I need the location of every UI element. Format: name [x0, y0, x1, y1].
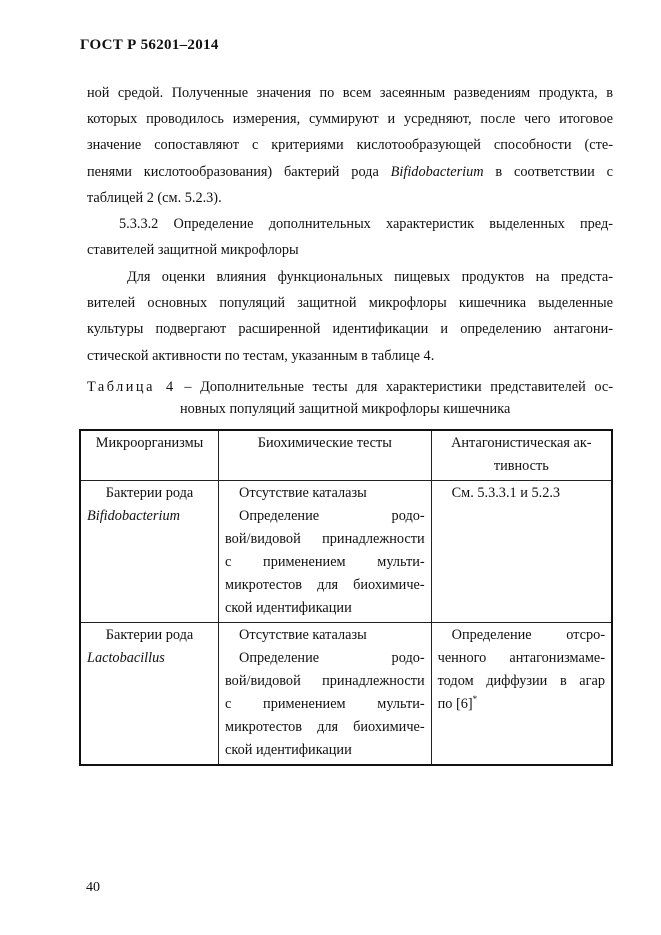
text-line: Для оценки влияния функциональных пищевых продуктов на предста-	[127, 269, 613, 285]
text-line: стической активности по тестам, указанным в таблице 4.	[87, 347, 435, 364]
header-antagonistic-activity	[431, 430, 612, 481]
text-line: культуры подвергают расширенной идентификации и определению антагони-	[87, 321, 613, 338]
test-line: ской идентификации	[225, 742, 352, 758]
organism-label: Бактерии рода	[105, 627, 194, 643]
test-line: ской идентификации	[225, 600, 352, 616]
latin-genus: Bifidobacterium	[390, 163, 484, 180]
test-line: с применением мульти-	[225, 554, 425, 570]
antagonism-line: тодом диффузии в агар	[437, 673, 605, 689]
header-microorganisms: Микроорганизмы	[80, 430, 219, 481]
antagonism-line	[438, 693, 605, 716]
test-line: Отсутствие каталазы	[239, 627, 367, 643]
test-line: микротестов для биохимиче-	[225, 719, 425, 735]
text-line: 5.3.3.2 Определение дополнительных характеристик выделенных пред-	[119, 216, 613, 232]
table-4	[79, 429, 613, 766]
test-line: микротестов для биохимиче-	[225, 577, 425, 593]
text-line: вителей основных популяций защитной микрофлоры кишечника выделенные	[87, 295, 613, 312]
test-line: вой/видовой принадлежности	[225, 673, 425, 689]
test-line: Отсутствие каталазы	[239, 485, 367, 501]
text-span: в соответствии с	[483, 163, 613, 180]
header-biochemical-tests: Биохимические тесты	[219, 430, 432, 481]
cell-tests	[219, 623, 432, 766]
cell-organism	[80, 481, 219, 623]
cell-antagonism	[431, 623, 612, 766]
test-line: Определение родо-	[239, 650, 425, 666]
table-caption	[87, 376, 613, 398]
table-header-row	[80, 430, 612, 481]
table-row	[80, 623, 612, 766]
antagonism-line: Определение отсро-	[451, 627, 605, 643]
cell-tests	[219, 481, 432, 623]
cell-antagonism	[431, 481, 612, 623]
text-line: которых проводилось измерения, суммируют и усредняют, после чего итоговое	[87, 111, 613, 128]
organism-label: Бактерии рода	[105, 485, 194, 501]
text-line: ставителей защитной микрофлоры	[87, 242, 299, 259]
text-line	[87, 159, 613, 185]
table-caption-line2: новных популяций защитной микрофлоры кишечника	[180, 401, 511, 417]
header-line: Антагонистическая ак-	[451, 435, 592, 451]
text-span: пенями кислотообразования) бактерий рода	[87, 163, 391, 180]
organism-genus: Lactobacillus	[87, 650, 165, 666]
organism-genus: Bifidobacterium	[87, 508, 180, 524]
test-line: Определение родо-	[239, 508, 425, 524]
table-caption-text: – Дополнительные тесты для характеристики представителей ос-	[184, 379, 613, 395]
reference-text: по [6]	[437, 696, 473, 712]
header-line: тивность	[493, 458, 549, 474]
document-header: ГОСТ Р 56201–2014	[80, 37, 219, 53]
text-line: ной средой. Полученные значения по всем засеянным разведениям продукта, в	[87, 85, 613, 101]
cell-organism	[80, 623, 219, 766]
text-line: значение сопоставляют с критериями кислотообразующей способности (сте-	[87, 137, 613, 154]
page-number: 40	[86, 880, 100, 895]
paragraph-assessment	[87, 264, 613, 369]
antagonism-line: См. 5.3.3.1 и 5.2.3	[451, 485, 561, 501]
table-row	[80, 481, 612, 623]
paragraph-continuation	[87, 80, 613, 211]
antagonism-line: ченного антагонизмаме-	[437, 650, 605, 666]
text-line: таблицей 2 (см. 5.2.3).	[87, 189, 222, 206]
test-line: вой/видовой принадлежности	[225, 531, 425, 547]
test-line: с применением мульти-	[225, 696, 425, 712]
table-caption-label: Таблица 4	[87, 379, 176, 395]
paragraph-section-5-3-3-2	[87, 211, 613, 263]
footnote-marker: *	[472, 694, 478, 705]
